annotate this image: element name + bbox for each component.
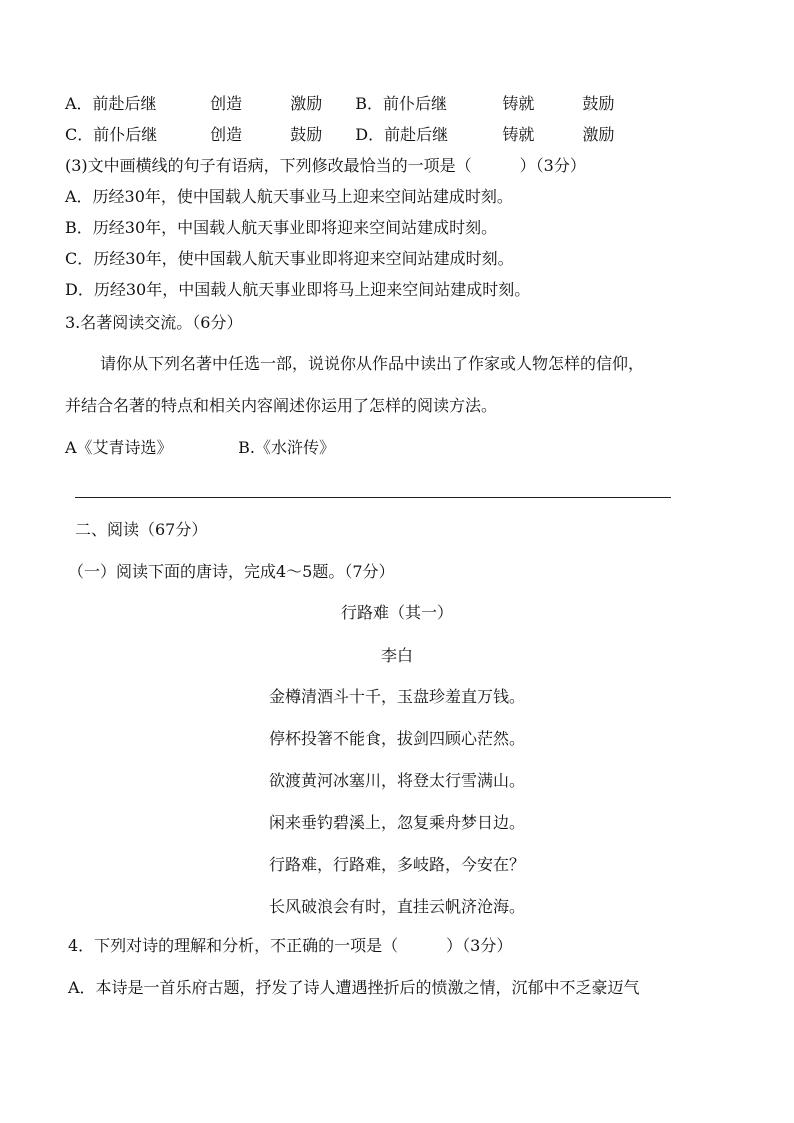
q3-option-a: A．历经30年，使中国载人航天事业马上迎来空间站建成时刻。	[65, 187, 513, 206]
q2-option-d-label: D．前赴后继	[355, 125, 449, 144]
q2-option-a-label: A．前赴后继	[65, 94, 157, 113]
q2-option-d-word1: 铸就	[502, 125, 535, 144]
q2-option-d-word2: 激励	[582, 125, 615, 144]
q2-options-row-1	[65, 96, 614, 112]
q2-options-row-2	[65, 127, 614, 143]
poem-line: 欲渡黄河冰塞川，将登太行雪满山。	[268, 771, 525, 790]
q4-option-a: A．本诗是一首乐府古题，抒发了诗人遭遇挫折后的愤激之情，沉郁中不乏豪迈气	[68, 978, 640, 997]
poem-line: 停杯投箸不能食，拔剑四顾心茫然。	[268, 729, 525, 748]
book-option-b: B.《水浒传》	[238, 438, 335, 457]
q2-option-a-word2: 激励	[290, 94, 323, 113]
poem-line: 行路难，行路难，多岐路，今安在？	[268, 855, 525, 874]
q2-option-b-word1: 铸就	[502, 94, 535, 113]
poem-line: 长风破浪会有时，直挂云帆济沧海。	[268, 897, 525, 916]
poem-line: 金樽清酒斗十千，玉盘珍羞直万钱。	[268, 687, 525, 706]
book-option-a: A《艾青诗选》	[65, 438, 173, 457]
classic-reading-para-1: 请你从下列名著中任选一部，说说你从作品中读出了作家或人物怎样的信仰，	[100, 354, 645, 373]
q3-option-b: B．历经30年，中国载人航天事业即将迎来空间站建成时刻。	[65, 218, 498, 237]
section-2-part-1-heading: （一）阅读下面的唐诗，完成4～5题。（7分）	[68, 562, 395, 581]
poem-title: 行路难（其一）	[340, 603, 453, 622]
q2-option-c-word2: 鼓励	[290, 125, 323, 144]
classic-reading-heading: 3.名著阅读交流。（6分）	[65, 313, 243, 332]
q4-stem: 4．下列对诗的理解和分析，不正确的一项是（ ）（3分）	[68, 936, 513, 955]
q2-option-a-word1: 创造	[210, 94, 243, 113]
answer-line	[75, 497, 671, 498]
classic-reading-para-2: 并结合名著的特点和相关内容阐述你运用了怎样的阅读方法。	[65, 396, 498, 415]
q3-option-d: D．历经30年，中国载人航天事业即将马上迎来空间站建成时刻。	[65, 280, 531, 299]
q2-option-b-word2: 鼓励	[582, 94, 615, 113]
q2-option-b-label: B．前仆后继	[355, 94, 448, 113]
poem-author: 李白	[380, 646, 413, 665]
poem-line: 闲来垂钓碧溪上，忽复乘舟梦日边。	[268, 813, 525, 832]
q3-stem: (3)文中画横线的句子有语病，下列修改最恰当的一项是（ ）（3分）	[65, 156, 586, 175]
section-2-title: 二、阅读（67分）	[75, 520, 208, 539]
q2-option-c-label: C．前仆后继	[65, 125, 158, 144]
classic-reading-books	[65, 440, 335, 456]
q2-option-c-word1: 创造	[210, 125, 243, 144]
q3-option-c: C．历经30年，使中国载人航天事业即将迎来空间站建成时刻。	[65, 249, 514, 268]
